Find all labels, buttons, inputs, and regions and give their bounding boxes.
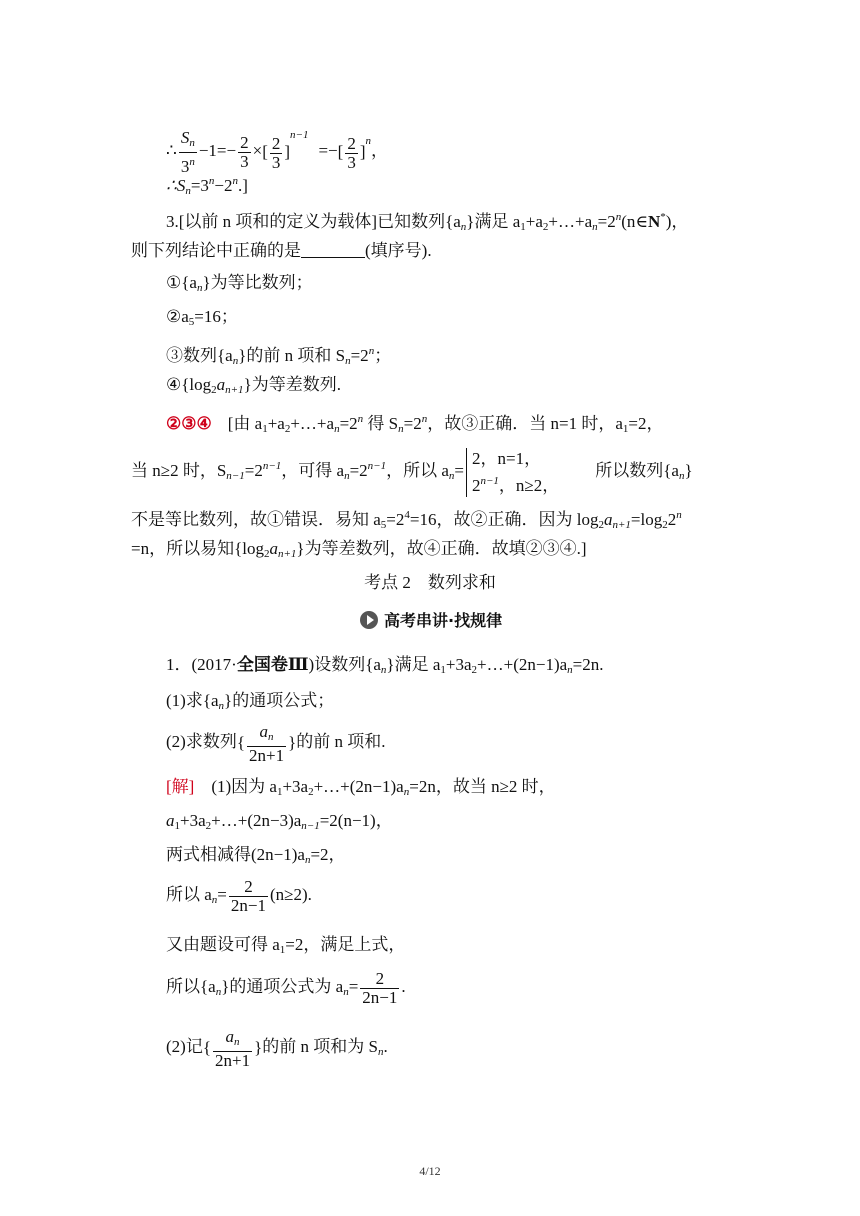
question-1-part2: (2)求数列{ $\frac{a_n}{2n+1}$ }的前 n 项和. bbox=[166, 722, 386, 766]
option-3: ③数列$\{a_n\}$的前 n 项和 $S_n=2^n$； bbox=[166, 345, 392, 367]
answer-3-line2: 当 n≥2 时，$S_{n-1}=2^{n-1}$，可得 $a_n=2^{n-1}$，所以 $a_n=$ 2，n=1， $2^{n-1}$，n≥2， 所以数列$\{a_n\}$ bbox=[131, 448, 693, 495]
paren-fraction: [ $\frac{2}{3}$ ] bbox=[262, 133, 291, 172]
section-banner: 高考串讲·找规律 bbox=[360, 608, 502, 631]
solution-line3: 两式相减得$(2n-1)a_n=2$， bbox=[166, 845, 346, 866]
solution-line6: 所以$\{a_n\}$的通项公式为 $a_n=$ $\frac{2}{2n-1}$ . bbox=[166, 968, 406, 1007]
option-1: $①\{a_n\}$为等比数列； bbox=[166, 273, 313, 294]
question-1-part1: (1)求$\{a_n\}$的通项公式； bbox=[166, 691, 335, 712]
option-2: $②a_5=16$； bbox=[166, 307, 238, 328]
solution-line7: (2)记{ $\frac{a_n}{2n+1}$ }的前 n 项和为 $S_n$. bbox=[166, 1027, 388, 1071]
solution-label: [解] bbox=[166, 777, 195, 796]
option-4: $④\{\log_2a_{n+1}\}$为等差数列. bbox=[166, 375, 341, 396]
question-3-line2: 则下列结论中正确的是 (填序号). bbox=[131, 241, 432, 260]
solution-line4: 所以 $a_n=$ $\frac{2}{2n-1}$ (n≥2). bbox=[166, 876, 312, 915]
page-number: 4/12 bbox=[419, 1164, 441, 1178]
piecewise-brace: 2，n=1， $2^{n-1}$，n≥2， bbox=[466, 448, 559, 497]
therefore-symbol: ∴ bbox=[166, 141, 177, 160]
fraction-2-3: $\frac{2}{3}$ bbox=[240, 132, 249, 171]
question-tag: [以前 n 项和的定义为载体] bbox=[178, 212, 378, 231]
solution-line5: 又由题设可得 $a_1=2$，满足上式， bbox=[166, 935, 406, 956]
equation-sn-result: $\therefore S_n=3^n-2^n$.] bbox=[166, 175, 248, 197]
answer-3-line3: 不是等比数列，故①错误．易知 $a_5=2^4=16$，故②正确．因为 $\log_2a_{n+1}=\log_22^n$ bbox=[131, 509, 682, 531]
question-3-stem: 3.[以前 n 项和的定义为载体]已知数列$\{a_n\}$满足 $a_1+a_2+\dots+a_n=2^n(n\in N^*)$， bbox=[166, 211, 689, 233]
question-1-stem: 1．(2017·全国卷Ⅲ)设数列$\{a_n\}$满足 $a_1+3a_2+\dots+(2n-1)a_n=2n$. bbox=[166, 655, 604, 676]
play-icon bbox=[360, 611, 378, 629]
solution-line1: [解] (1)因为 $a_1+3a_2+\dots+(2n-1)a_n=2n$，故当 n≥2 时， bbox=[166, 777, 556, 798]
answer-3-line4: =n，所以易知$\{\log_2a_{n+1}\}$为等差数列，故④正确．故填②③④.] bbox=[131, 539, 587, 560]
answer-3-line1: ②③④ [由 $a_1+a_2+\dots+a_n=2^n$ 得 $S_n=2^n$，故③正确．当 n=1 时，$a_1=2$， bbox=[166, 413, 664, 435]
section-title: 考点 2 数列求和 bbox=[364, 573, 496, 592]
solution-line2: $a_1+3a_2+\dots+(2n-3)a_{n-1}=2(n-1)$， bbox=[166, 811, 393, 832]
equation-sn-over-3n: ∴ $\frac{S_n}{3^n}$ −1=− $\frac{2}{3}$ ×[ $\frac{2}{3}$ ]$^{n-1}$=−[ $\frac{2}{3}$ ]$^n$， bbox=[166, 127, 388, 176]
fraction-sn-3n: $\frac{S_n}{3^n}$ bbox=[180, 127, 195, 176]
answer-blank bbox=[301, 242, 365, 258]
answer-label: ②③④ bbox=[166, 414, 212, 433]
